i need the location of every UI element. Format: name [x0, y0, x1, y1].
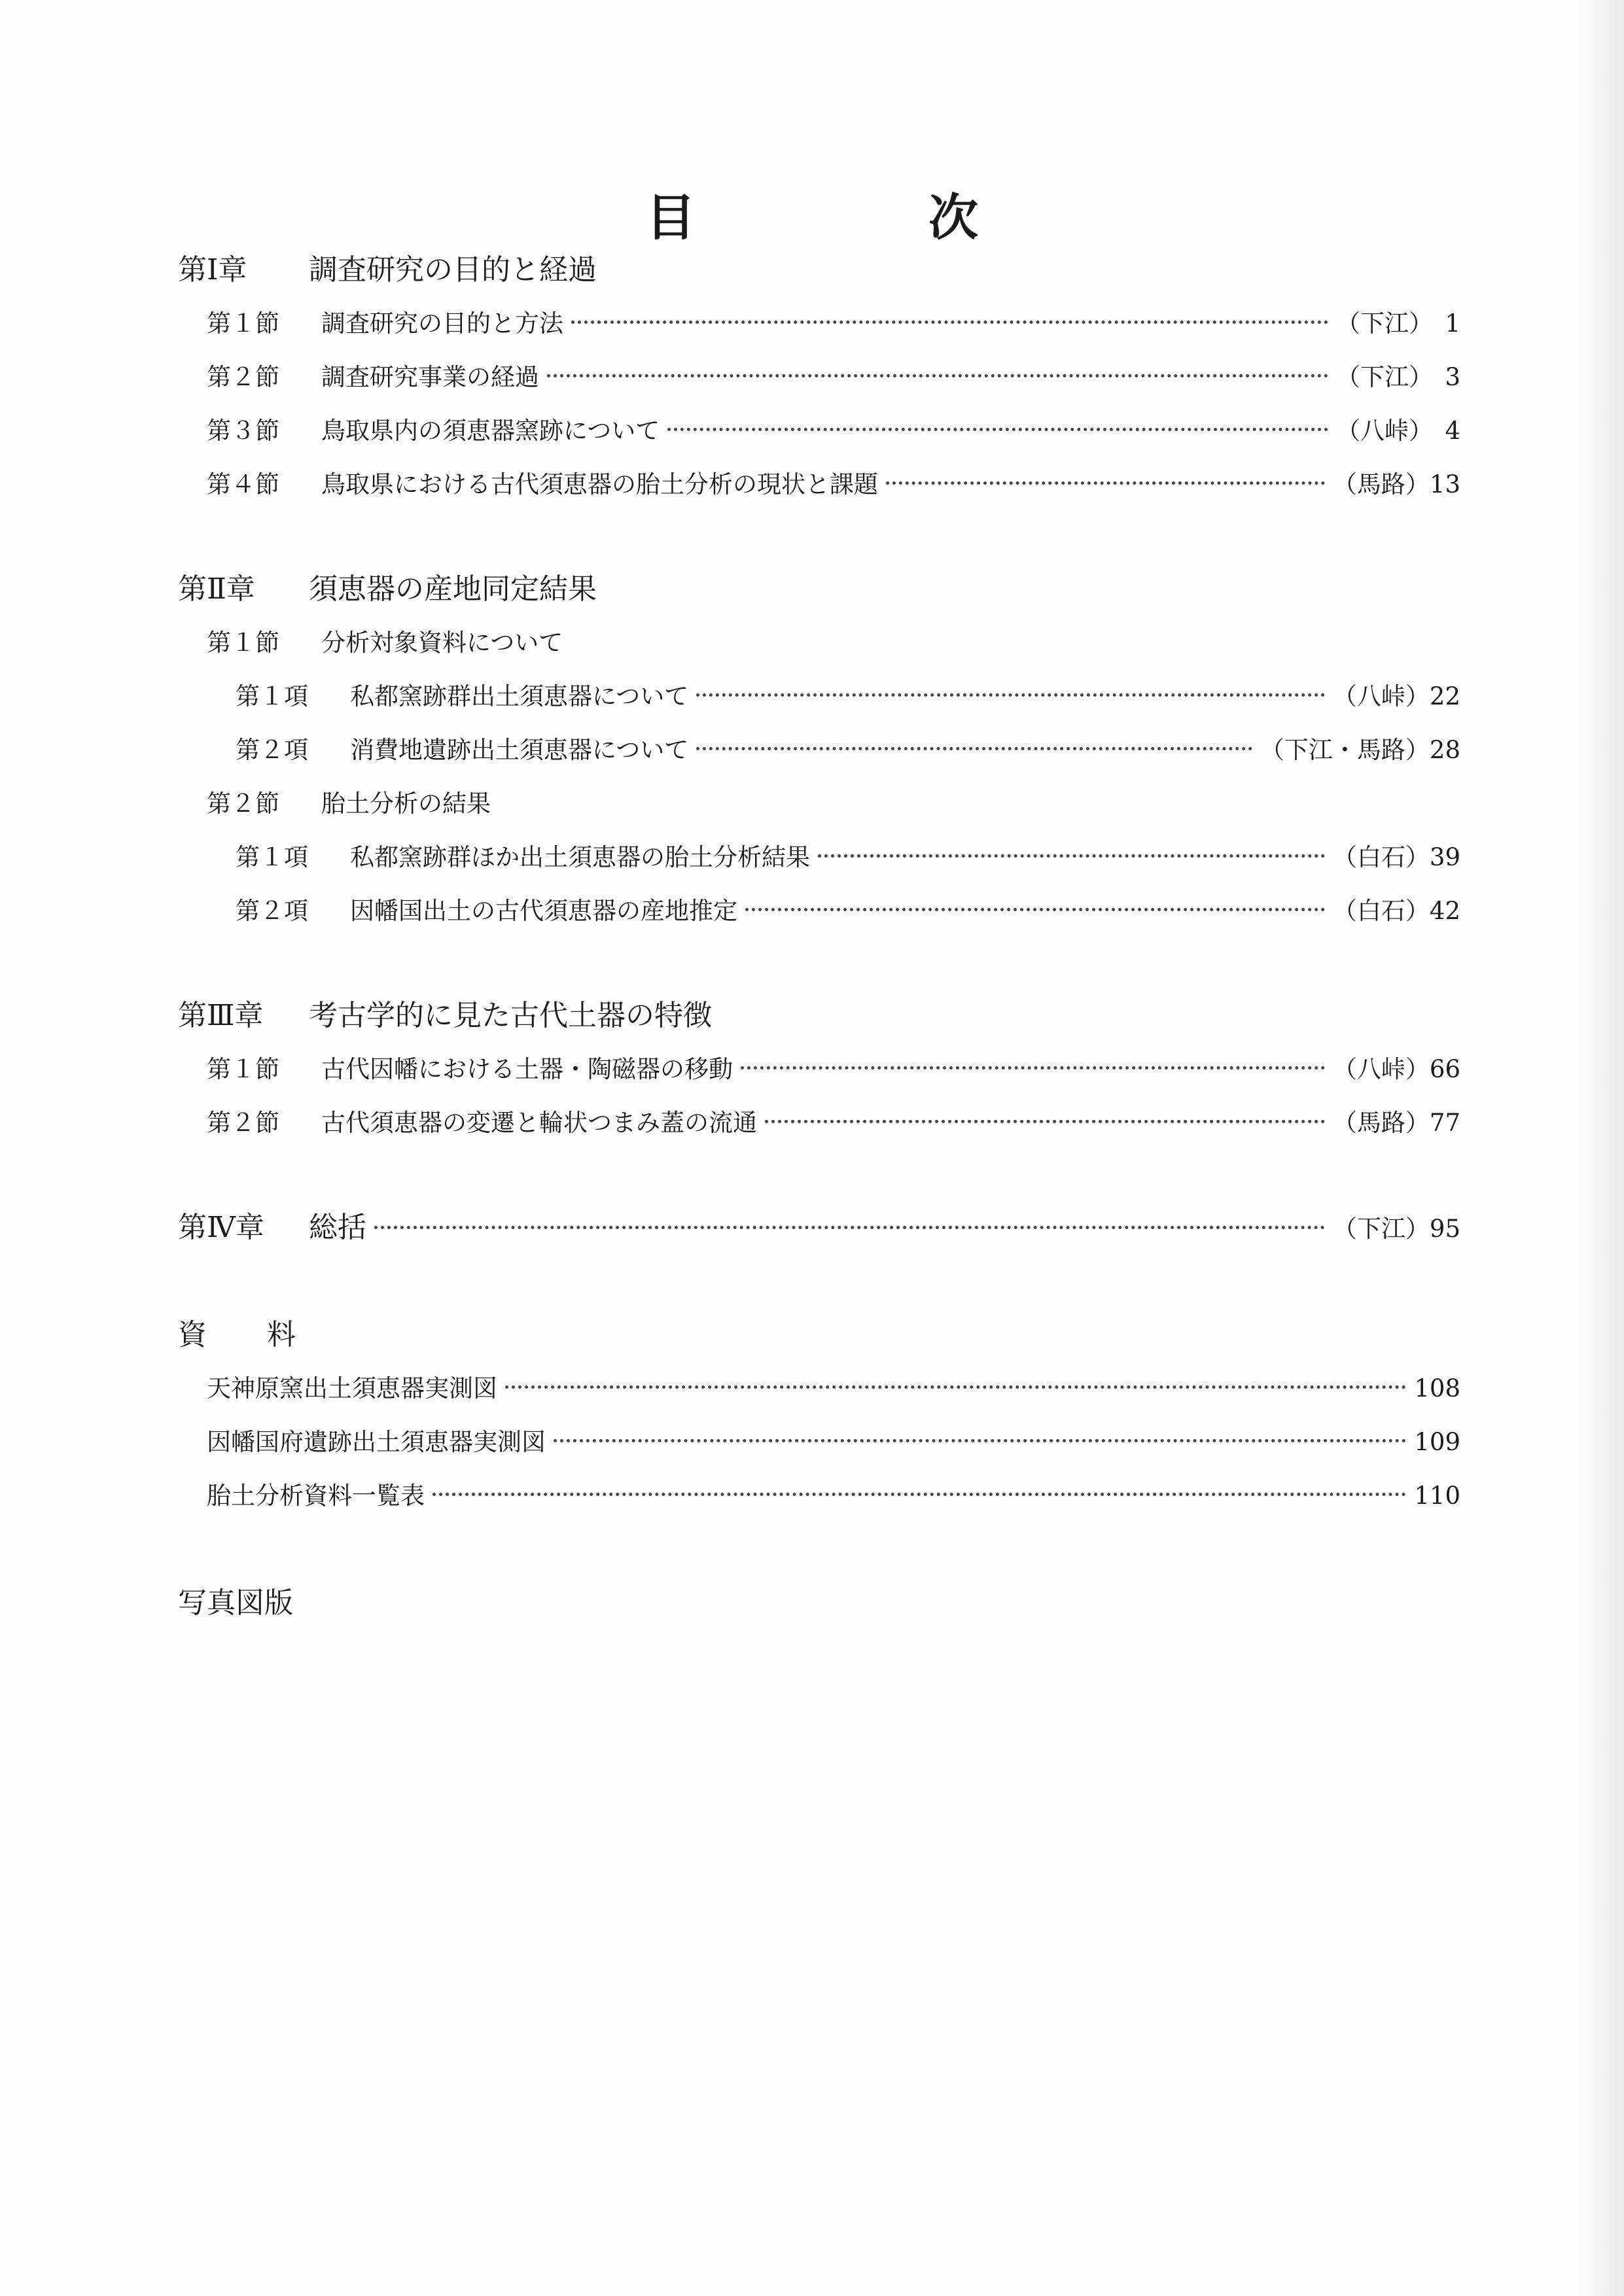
- item-number: 第２項: [236, 736, 308, 764]
- item-number: 第１項: [236, 682, 308, 710]
- dot-leader: [886, 481, 1325, 485]
- item-title: 私都窯跡群ほか出土須恵器の胎土分析結果: [350, 843, 810, 871]
- page-number: 77: [1429, 1109, 1460, 1137]
- dot-leader: [432, 1493, 1406, 1496]
- material-title: 因幡国府遺跡出土須恵器実測図: [207, 1428, 546, 1456]
- photo-plates-heading[interactable]: 写真図版: [178, 1586, 293, 1620]
- dot-leader: [741, 1066, 1325, 1070]
- toc-entry[interactable]: [178, 884, 1460, 938]
- toc-entry[interactable]: [178, 351, 1460, 404]
- toc-subheading[interactable]: [178, 616, 1460, 670]
- author: （八峠）: [1336, 417, 1433, 445]
- page-number: 109: [1414, 1428, 1460, 1456]
- dot-leader: [554, 1439, 1406, 1442]
- section-number: 第４節: [207, 470, 279, 498]
- chapter-4[interactable]: [178, 1201, 1460, 1255]
- toc-entry[interactable]: [178, 458, 1460, 512]
- author: （下江）: [1336, 309, 1433, 338]
- author: （白石）: [1332, 897, 1430, 925]
- dot-leader: [571, 321, 1328, 324]
- author: （下江）: [1332, 1215, 1430, 1243]
- toc-entry[interactable]: [178, 297, 1460, 351]
- toc-entry[interactable]: [178, 1096, 1460, 1150]
- item-title: 消費地遺跡出土須恵器について: [350, 736, 689, 764]
- material-title: 天神原窯出土須恵器実測図: [207, 1374, 497, 1402]
- section-title: 調査研究事業の経過: [321, 363, 539, 391]
- dot-leader: [818, 854, 1325, 858]
- toc-entry[interactable]: [178, 1362, 1460, 1416]
- section-number: 第１節: [207, 629, 279, 657]
- page-number: 95: [1429, 1215, 1460, 1243]
- toc-subheading[interactable]: [178, 777, 1460, 831]
- chapter-3[interactable]: [178, 989, 1460, 1043]
- page-number: 28: [1429, 736, 1460, 764]
- page-number: 4: [1445, 417, 1460, 445]
- page-number: 13: [1429, 470, 1460, 498]
- dot-leader: [374, 1226, 1325, 1229]
- toc-entry[interactable]: [178, 404, 1460, 458]
- dot-leader: [765, 1120, 1325, 1123]
- section-title: 鳥取県内の須恵器窯跡について: [321, 417, 660, 445]
- toc-entry[interactable]: [178, 1469, 1460, 1523]
- dot-leader: [696, 693, 1325, 697]
- section-number: 第３節: [207, 417, 279, 445]
- page-number: 42: [1429, 897, 1460, 925]
- spacer: [178, 938, 1460, 989]
- item-number: 第２項: [236, 897, 308, 925]
- dot-leader: [667, 428, 1328, 431]
- section-title: 古代因幡における土器・陶磁器の移動: [321, 1055, 733, 1083]
- author: （馬路）: [1332, 1109, 1430, 1137]
- page-number: 108: [1414, 1374, 1460, 1402]
- author: （下江）: [1336, 363, 1433, 391]
- section-title: 分析対象資料について: [321, 629, 563, 657]
- toc-entry[interactable]: [178, 723, 1460, 777]
- page-title: 目 次: [646, 188, 1070, 247]
- section-title: 鳥取県における古代須恵器の胎土分析の現状と課題: [321, 470, 878, 498]
- toc-entry[interactable]: [178, 831, 1460, 884]
- chapter-number: 第Ⅲ章: [178, 999, 264, 1032]
- page-number: 39: [1429, 843, 1460, 871]
- spacer: [178, 1523, 1460, 1576]
- author: （馬路）: [1332, 470, 1430, 498]
- dot-leader: [547, 374, 1328, 377]
- page-number: 66: [1429, 1055, 1460, 1083]
- chapter-title: 総括: [309, 1211, 366, 1244]
- chapter-title: 須恵器の産地同定結果: [309, 572, 597, 606]
- page-number: 22: [1429, 682, 1460, 710]
- material-title: 胎土分析資料一覧表: [207, 1482, 425, 1510]
- materials-heading: 資料: [178, 1318, 356, 1351]
- page-number: 1: [1445, 309, 1460, 338]
- page-edge-shadow: [1578, 0, 1624, 2296]
- table-of-contents: [178, 243, 1460, 1630]
- dot-leader: [505, 1385, 1406, 1389]
- author: （八峠）: [1332, 682, 1430, 710]
- author: （下江・馬路）: [1260, 736, 1430, 764]
- dot-leader: [696, 747, 1252, 750]
- section-number: 第１節: [207, 309, 279, 338]
- chapter-number: 第Ⅳ章: [178, 1211, 264, 1244]
- section-title: 古代須恵器の変遷と輪状つまみ蓋の流通: [321, 1109, 757, 1137]
- section-number: 第２節: [207, 363, 279, 391]
- item-number: 第１項: [236, 843, 308, 871]
- toc-entry[interactable]: [178, 1043, 1460, 1096]
- chapter-2[interactable]: [178, 563, 1460, 616]
- chapter-1[interactable]: [178, 243, 1460, 297]
- item-title: 因幡国出土の古代須恵器の産地推定: [350, 897, 737, 925]
- chapter-title: 調査研究の目的と経過: [309, 253, 597, 287]
- dot-leader: [745, 908, 1325, 911]
- section-number: 第２節: [207, 790, 279, 818]
- chapter-number: 第Ⅱ章: [178, 572, 255, 606]
- author: （白石）: [1332, 843, 1430, 871]
- chapter-number: 第Ⅰ章: [178, 253, 247, 287]
- page-number: 110: [1414, 1482, 1460, 1510]
- chapter-title: 考古学的に見た古代土器の特徴: [309, 999, 712, 1032]
- page-number: 3: [1445, 363, 1460, 391]
- spacer: [178, 1150, 1460, 1201]
- section-title: 調査研究の目的と方法: [321, 309, 563, 338]
- toc-entry[interactable]: [178, 1416, 1460, 1469]
- spacer: [178, 1255, 1460, 1308]
- section-title: 胎土分析の結果: [321, 790, 491, 818]
- spacer: [178, 512, 1460, 563]
- toc-entry[interactable]: [178, 670, 1460, 723]
- section-number: 第２節: [207, 1109, 279, 1137]
- item-title: 私都窯跡群出土須恵器について: [350, 682, 689, 710]
- section-number: 第１節: [207, 1055, 279, 1083]
- author: （八峠）: [1332, 1055, 1430, 1083]
